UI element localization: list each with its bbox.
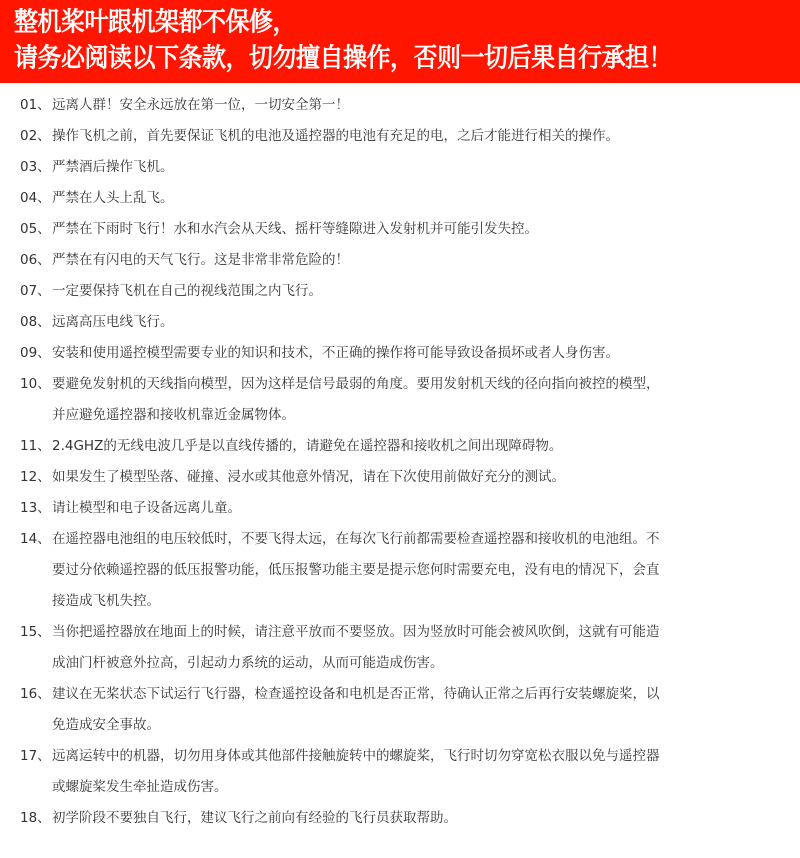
rule-number: 15、 xyxy=(20,624,51,640)
rule-number: 01、 xyxy=(20,97,51,113)
rule-text: 安装和使用遥控模型需要专业的知识和技术，不正确的操作将可能导致设备损坏或者人身伤害。 xyxy=(52,345,619,361)
rule-text: 严禁在有闪电的天气飞行。这是非常非常危险的！ xyxy=(52,252,349,268)
rule-text: 建议在无桨状态下试运行飞行器，检查遥控设备和电机是否正常，待确认正常之后再行安装螺旋桨，以 xyxy=(52,686,660,702)
rule-item xyxy=(0,338,800,369)
rule-text-continued: 或螺旋桨发生牵扯造成伤害。 xyxy=(52,779,228,795)
rule-item xyxy=(0,803,800,834)
rule-number: 09、 xyxy=(20,345,51,361)
rule-item xyxy=(0,276,800,307)
safety-rules-list xyxy=(0,90,800,834)
rule-item xyxy=(0,369,800,431)
rule-item xyxy=(0,90,800,121)
rule-text: 当你把遥控器放在地面上的时候，请注意平放而不要竖放。因为竖放时可能会被风吹倒，这就有可能造 xyxy=(52,624,660,640)
rule-number: 05、 xyxy=(20,221,51,237)
rule-text: 操作飞机之前，首先要保证飞机的电池及遥控器的电池有充足的电，之后才能进行相关的操作。 xyxy=(52,128,619,144)
rule-text: 一定要保持飞机在自己的视线范围之内飞行。 xyxy=(52,283,322,299)
rule-text: 远离人群！安全永远放在第一位，一切安全第一！ xyxy=(52,97,349,113)
rule-text-continued: 要过分依赖遥控器的低压报警功能，低压报警功能主要是提示您何时需要充电，没有电的情况下，会直 xyxy=(52,562,660,578)
rule-text: 初学阶段不要独自飞行，建议飞行之前向有经验的飞行员获取帮助。 xyxy=(52,810,457,826)
rule-text: 远离运转中的机器，切勿用身体或其他部件接触旋转中的螺旋桨，飞行时切勿穿宽松衣服以免与遥控器 xyxy=(52,748,660,764)
rule-number: 18、 xyxy=(20,810,51,826)
banner-line-1: 整机桨叶跟机架都不保修， xyxy=(14,6,296,38)
rule-number: 13、 xyxy=(20,500,51,516)
rule-number: 07、 xyxy=(20,283,51,299)
rule-item xyxy=(0,152,800,183)
rule-item xyxy=(0,462,800,493)
rule-item xyxy=(0,524,800,617)
banner-line-2: 请务必阅读以下条款，切勿擅自操作，否则一切后果自行承担！ xyxy=(14,42,672,74)
rule-item xyxy=(0,307,800,338)
rule-item xyxy=(0,214,800,245)
rule-text: 严禁在人头上乱飞。 xyxy=(52,190,174,206)
rule-text-continued: 成油门杆被意外拉高，引起动力系统的运动，从而可能造成伤害。 xyxy=(52,655,444,671)
rule-text: 2.4GHZ的无线电波几乎是以直线传播的，请避免在遥控器和接收机之间出现障碍物。 xyxy=(52,438,563,454)
rule-text-continued: 免造成安全事故。 xyxy=(52,717,160,733)
rule-number: 03、 xyxy=(20,159,51,175)
rule-number: 16、 xyxy=(20,686,51,702)
rule-text-continued: 并应避免遥控器和接收机靠近金属物体。 xyxy=(52,407,295,423)
rule-text-continued: 接造成飞机失控。 xyxy=(52,593,160,609)
rule-text: 严禁在下雨时飞行！水和水汽会从天线、摇杆等缝隙进入发射机并可能引发失控。 xyxy=(52,221,538,237)
rule-number: 02、 xyxy=(20,128,51,144)
rule-item xyxy=(0,493,800,524)
warning-banner xyxy=(0,0,800,83)
rule-item xyxy=(0,679,800,741)
rule-text: 如果发生了模型坠落、碰撞、浸水或其他意外情况，请在下次使用前做好充分的测试。 xyxy=(52,469,565,485)
rule-item xyxy=(0,245,800,276)
rule-item xyxy=(0,431,800,462)
rule-text: 在遥控器电池组的电压较低时，不要飞得太远，在每次飞行前都需要检查遥控器和接收机的电池组。不 xyxy=(52,531,660,547)
rule-number: 10、 xyxy=(20,376,51,392)
rule-text: 请让模型和电子设备远离儿童。 xyxy=(52,500,241,516)
rule-number: 06、 xyxy=(20,252,51,268)
rule-number: 17、 xyxy=(20,748,51,764)
rule-text: 要避免发射机的天线指向模型，因为这样是信号最弱的角度。要用发射机天线的径向指向被控的模型， xyxy=(52,376,660,392)
rule-item xyxy=(0,617,800,679)
rule-item xyxy=(0,741,800,803)
rule-number: 04、 xyxy=(20,190,51,206)
rule-number: 11、 xyxy=(20,438,51,454)
rule-number: 14、 xyxy=(20,531,51,547)
rule-number: 12、 xyxy=(20,469,51,485)
rule-item xyxy=(0,121,800,152)
rule-text: 严禁酒后操作飞机。 xyxy=(52,159,174,175)
rule-text: 远离高压电线飞行。 xyxy=(52,314,174,330)
rule-number: 08、 xyxy=(20,314,51,330)
rule-item xyxy=(0,183,800,214)
